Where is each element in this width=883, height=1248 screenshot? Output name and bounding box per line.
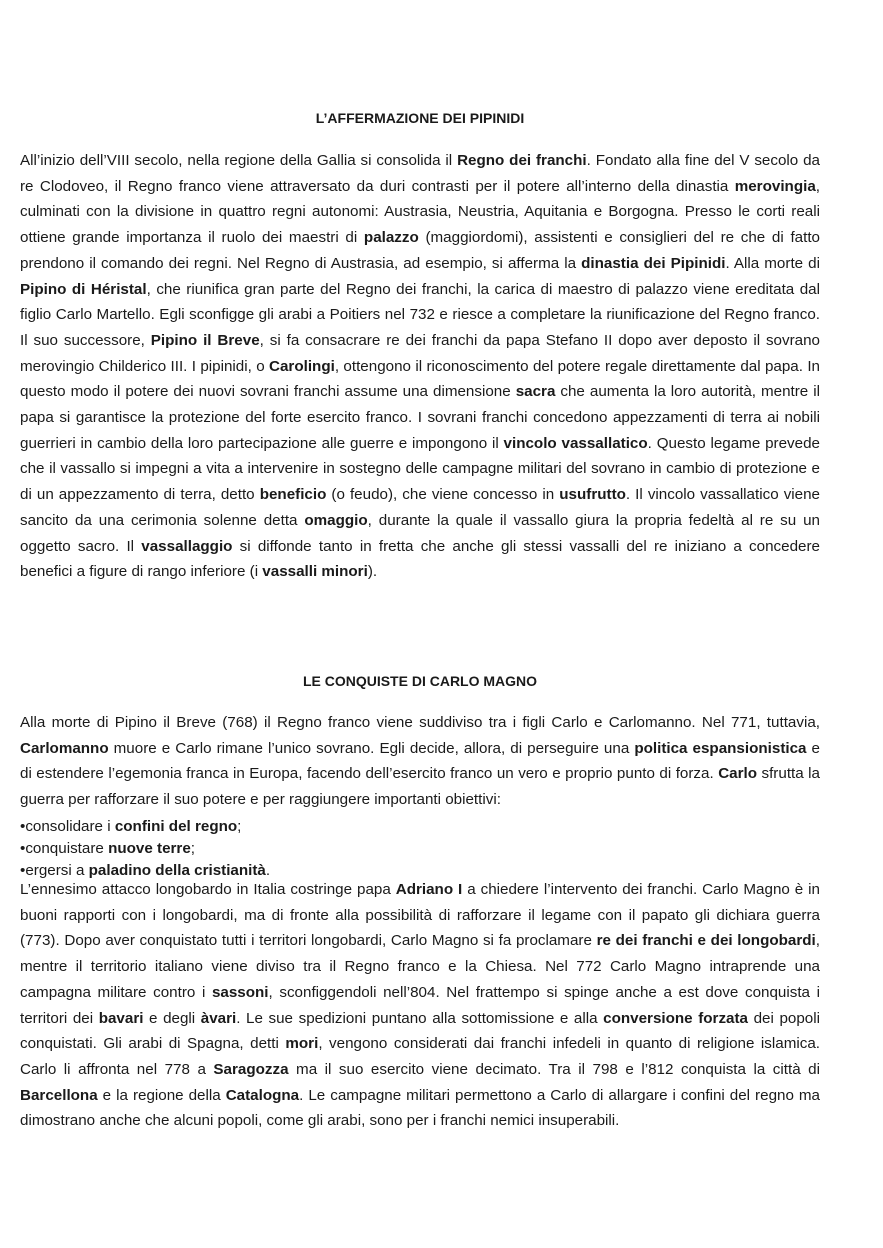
text-run: •consolidare i [20, 818, 115, 835]
text-run: Alla morte di Pipino il Breve (768) il Regno franco viene suddiviso tra i figli Carlo e Carlomanno. Nel 771, tuttavia, [20, 714, 820, 731]
objectives-list [20, 816, 820, 882]
text-run: si diffonde tanto in fretta che anche gli stessi vassalli del re iniziano a concedere benefici a figure di rango inferiore (i [20, 537, 820, 581]
text-run: . Fondato alla fine del V secolo da re Clodoveo, il Regno franco viene attraversato da duri contrasti per il potere all’interno della dinastia [20, 152, 821, 195]
text-run: . Le campagne militari permettono a Carlo di allargare i confini del regno ma dimostrano anche che alcuni popoli, come gli arabi, sono per i franchi nemici insuperabili. [20, 1086, 821, 1130]
text-run: . Le sue spedizioni puntano alla sottomissione e alla [236, 1009, 604, 1027]
bold-term: sacra [515, 383, 556, 401]
paragraph-carlo-magno-intro [20, 710, 820, 813]
text-run: , vengono considerati dai franchi infedeli in quanto di religione islamica. Carlo li affronta nel 778 a [20, 1035, 820, 1078]
bold-term: Carlo [718, 765, 758, 783]
bold-term: Pipino di Héristal [20, 280, 147, 298]
text-run: All’inizio dell’VIII secolo, nella regione della Gallia si consolida il [20, 152, 458, 169]
text-run: , sconfiggendoli nell’804. Nel frattempo si spinge anche a est dove conquista i territori dei [20, 983, 820, 1027]
text-run: , si fa consacrare re dei franchi da papa Stefano II dopo aver deposto il sovrano merovingio Childerico III. I pipinidi, o [20, 331, 820, 375]
text-run: . Questo legame prevede che il vassallo si impegni a vita a intervenire in sostegno delle campagne militari del sovrano in cambio di protezione e di un appezzamento di terra, detto [20, 434, 820, 504]
text-run: , durante la quale il vassallo giura la propria fedeltà al re su un oggetto sacro. Il [20, 511, 820, 555]
bold-term: Catalogna [225, 1086, 300, 1104]
bold-term: Saragozza [213, 1060, 289, 1078]
text-run: dei popoli conquistati. Gli arabi di Spagna, detti [20, 1009, 820, 1053]
text-run: , ottengono il riconoscimento del potere regale direttamente dal papa. In questo modo il potere dei nuovi sovrani franchi assume una dimensione [20, 357, 820, 401]
text-run: muore e Carlo rimane l’unico sovrano. Egli decide, allora, di perseguire una [108, 739, 635, 757]
bold-term: usufrutto [559, 486, 626, 504]
text-run: ; [237, 818, 242, 835]
text-run: ma il suo esercito viene decimato. Tra il 798 e l’812 conquista la città di [288, 1060, 820, 1078]
paragraph-pipinidi [20, 148, 820, 585]
bold-term: Adriano I [395, 881, 463, 898]
list-item [20, 816, 820, 838]
bold-term: vassallaggio [141, 537, 233, 555]
bold-term: conversione forzata [603, 1009, 749, 1027]
bold-term: Pipino il Breve [150, 331, 260, 349]
text-run: e la regione della [97, 1086, 226, 1104]
text-run: . Il vincolo vassallatico viene sancito da una cerimonia solenne detta [20, 486, 820, 529]
text-run: (maggiordomi), assistenti e consiglieri del re che di fatto prendono il comando dei regni. Nel Regno di Austrasia, ad esempio, si afferma la [20, 229, 820, 272]
text-run: ). [367, 563, 378, 581]
bold-term: beneficio [259, 486, 327, 504]
text-run: , che riunifica gran parte del Regno dei franchi, la carica di maestro di palazzo viene ereditata dal figlio Carlo Martello. Egli sconfigge gli arabi a Poitiers nel 732 e riesce a completare la riunificazione del Regno franco. Il suo successore, [20, 280, 820, 349]
bold-term: àvari [200, 1009, 237, 1027]
bold-term: dinastia dei Pipinidi [581, 254, 726, 272]
bold-term: sassoni [211, 983, 269, 1001]
text-run: •ergersi a [20, 862, 89, 879]
bold-term: Carlomanno [20, 739, 109, 757]
bold-term: Regno dei franchi [457, 152, 587, 169]
bold-term: palazzo [363, 229, 419, 247]
text-run: sfrutta la guerra per rafforzare il suo potere e per raggiungere importanti obiettivi: [20, 765, 821, 809]
text-run: . [265, 862, 271, 879]
bold-term: paladino della cristianità [88, 862, 266, 879]
text-run: , culminati con la divisione in quattro regni autonomi: Austrasia, Neustria, Aquitania e Borgogna. Presso le corti reali ottiene grande importanza il ruolo dei maestri di [20, 177, 820, 247]
text-run: ; [190, 840, 196, 857]
section-title-pipinidi: L’AFFERMAZIONE DEI PIPINIDI [315, 110, 525, 126]
bold-term: omaggio [304, 511, 368, 529]
text-run: . Alla morte di [725, 254, 820, 272]
bold-term: Carolingi [269, 357, 335, 375]
text-run: L’ennesimo attacco longobardo in Italia costringe papa [20, 881, 396, 898]
bold-term: politica espansionistica [634, 739, 807, 757]
text-run: (o feudo), che viene concesso in [326, 486, 560, 504]
bold-term: mori [285, 1035, 319, 1053]
paragraph-carlo-magno-body [20, 877, 820, 1134]
bold-term: merovingia [734, 177, 816, 195]
bold-term: confini del regno [114, 818, 238, 835]
bold-term: re dei franchi e dei longobardi [596, 932, 816, 950]
bold-term: vincolo vassallatico [503, 434, 648, 452]
list-item [20, 838, 820, 860]
bold-term: Barcellona [20, 1086, 98, 1104]
bold-term: nuove terre [108, 840, 191, 857]
bold-term: vassalli minori [262, 563, 368, 581]
text-run: •conquistare [20, 840, 109, 857]
section-title-carlo-magno: LE CONQUISTE DI CARLO MAGNO [302, 673, 538, 689]
bold-term: bavari [98, 1009, 144, 1027]
text-run: , mentre il territorio italiano viene diviso tra il Regno franco e la Chiesa. Nel 772 Carlo Magno intraprende una campagna militare contro i [20, 932, 820, 1001]
text-run: che aumenta la loro autorità, mentre il papa si garantisce la protezione del forte esercito franco. I sovrani franchi concedono appezzamenti di terra ai nobili guerrieri in cambio della loro partecipazione alle guerre e impongono il [20, 383, 820, 452]
text-run: e degli [143, 1009, 201, 1027]
text-run: a chiedere l’intervento dei franchi. Carlo Magno è in buoni rapporti con i longobardi, ma di fronte alla possibilità di rafforzare il legame con il papato gli dichiara guerra (773). Dopo aver conquistato tutti i territori longobardi, Carlo Magno si fa proclamare [20, 881, 820, 950]
text-run: e di estendere l’egemonia franca in Europa, facendo dell’esercito franco un vero e proprio punto di forza. [20, 739, 820, 783]
